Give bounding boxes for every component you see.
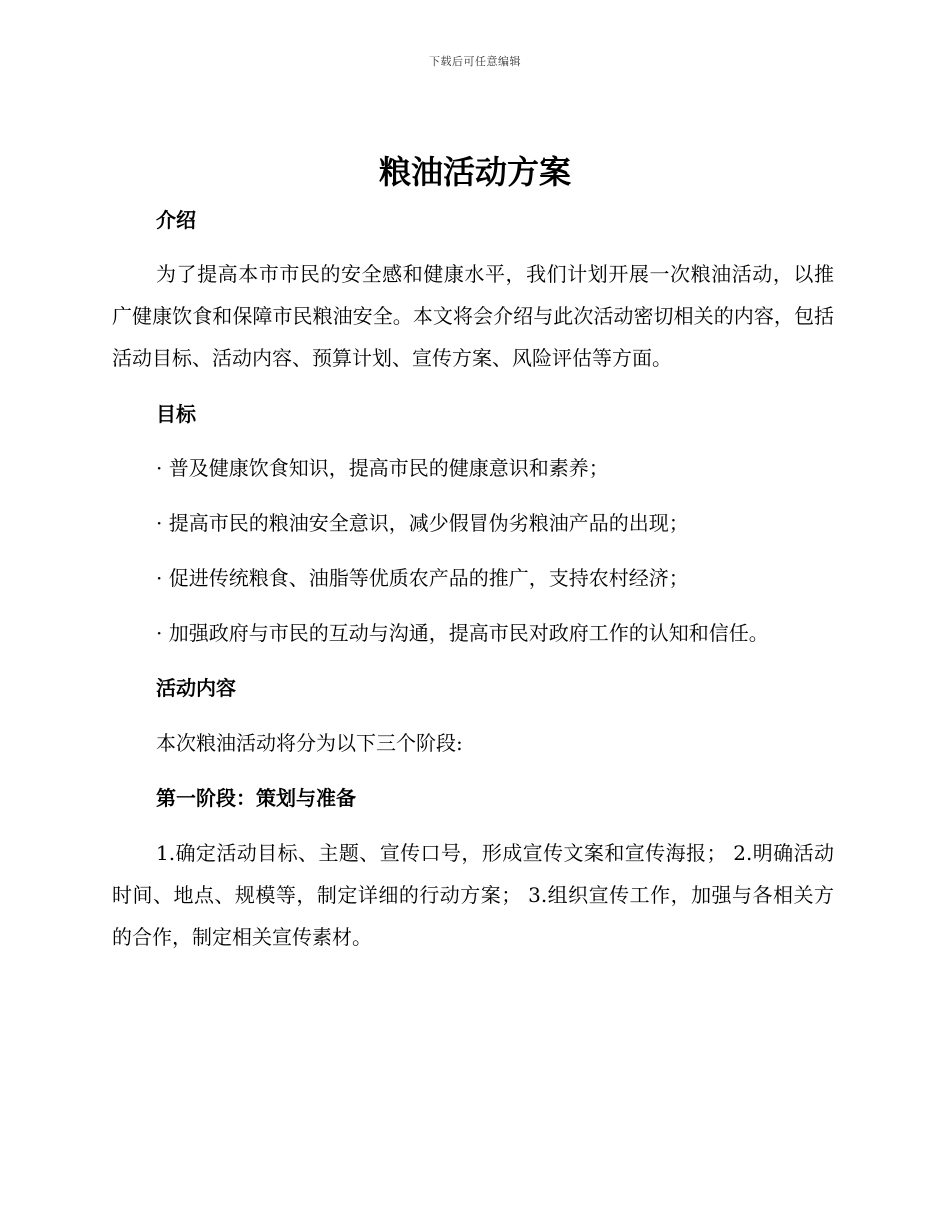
section-heading-goals: 目标 xyxy=(156,402,196,426)
goal-item: · 普及健康饮食知识，提高市民的健康意识和素养； xyxy=(156,456,609,480)
page-header-note: 下载后可任意编辑 xyxy=(429,55,521,68)
phase1-paragraph: 1.确定活动目标、主题、宣传口号，形成宣传文案和宣传海报； 2.明确活动时间、地点、规模等，制定详细的行动方案； 3.组织宣传工作，加强与各相关方的合作，制定相关宣传素材。 xyxy=(112,841,834,949)
intro-paragraph: 为了提高本市市民的安全感和健康水平，我们计划开展一次粮油活动，以推广健康饮食和保障市民粮油安全。本文将会介绍与此次活动密切相关的内容，包括活动目标、活动内容、预算计划、宣传方案、风险评估等方面。 xyxy=(112,262,834,370)
goal-item: · 提高市民的粮油安全意识，减少假冒伪劣粮油产品的出现； xyxy=(156,511,689,535)
document-title: 粮油活动方案 xyxy=(378,153,571,191)
phase1-heading: 第一阶段：策划与准备 xyxy=(156,786,356,810)
goal-item: · 促进传统粮食、油脂等优质农产品的推广，支持农村经济； xyxy=(156,566,689,590)
section-heading-intro: 介绍 xyxy=(156,208,196,232)
section-heading-content: 活动内容 xyxy=(156,676,236,700)
goal-item: · 加强政府与市民的互动与沟通，提高市民对政府工作的认知和信任。 xyxy=(156,621,769,645)
content-intro-line: 本次粮油活动将分为以下三个阶段: xyxy=(156,731,463,755)
